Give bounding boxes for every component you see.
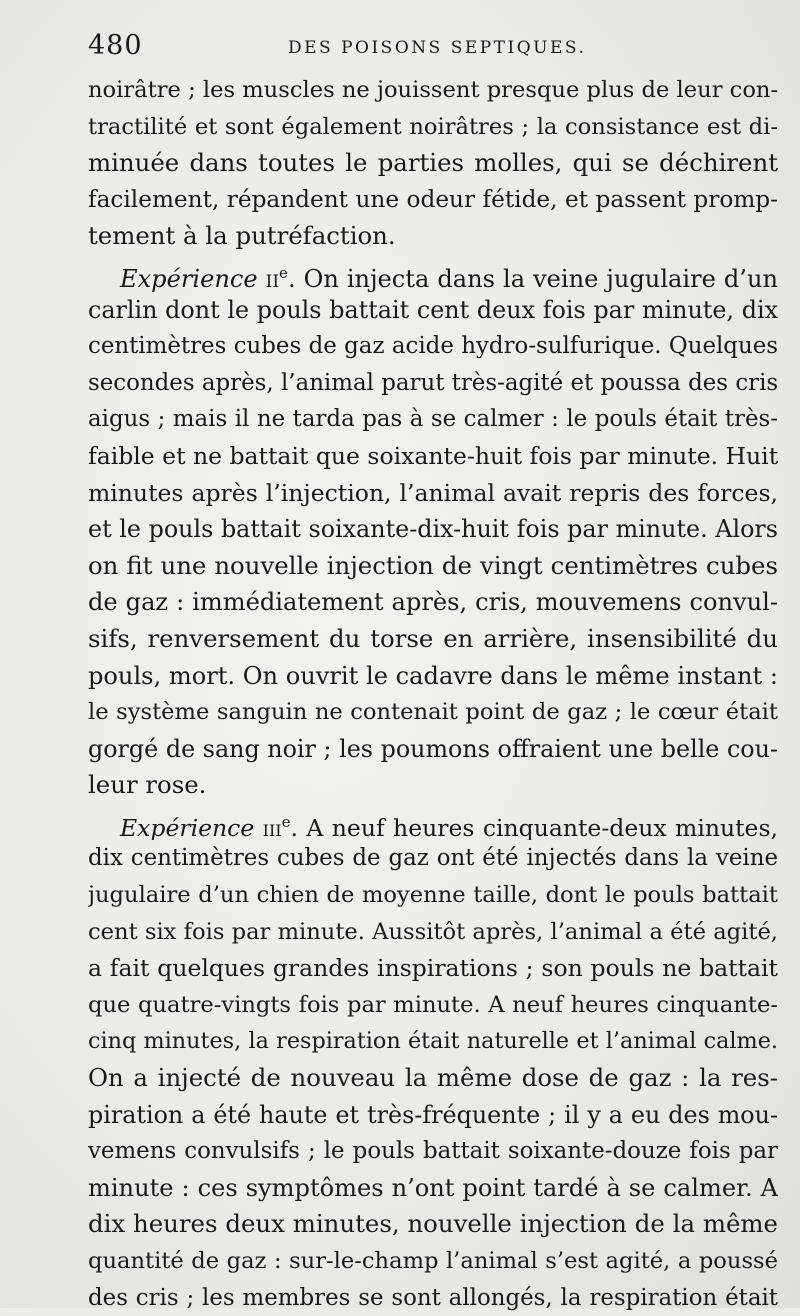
line-text: . A neuf heures cinquante-deux minutes,: [290, 813, 778, 841]
text-line: [88, 658, 778, 695]
text-line: [88, 1206, 778, 1243]
experience-label: Expérience: [120, 813, 263, 841]
text-line: [88, 109, 778, 146]
experience-number: iii: [262, 813, 282, 841]
text-line: [88, 584, 778, 621]
text-line: [88, 1243, 778, 1280]
text-line: [88, 475, 778, 512]
line-text: cinq minutes, la respiration était naturelle et l’animal calme.: [88, 1028, 778, 1055]
text-line: [88, 987, 778, 1024]
text-line: [88, 1097, 778, 1134]
line-text: de gaz : immédiatement après, cris, mouvemens convul-: [88, 588, 778, 617]
text-line: [88, 145, 778, 182]
text-line: [88, 840, 778, 877]
line-text: dix centimètres cubes de gaz ont été injectés dans la veine: [88, 845, 778, 872]
line-text: On a injecté de nouveau la même dose de gaz : la res-: [88, 1063, 778, 1093]
line-text: des cris ; les membres se sont allongés, la respiration était: [88, 1284, 778, 1311]
text-line: [88, 1170, 778, 1207]
experience-number: ii: [265, 265, 280, 292]
text-line: [88, 1023, 778, 1060]
page-header: [88, 30, 778, 66]
line-text: aigus ; mais il ne tarda pas à se calmer : le pouls était très-: [88, 406, 778, 433]
line-text: minutes après l’injection, l’animal avait repris des forces,: [88, 478, 778, 507]
line-text: noirâtre ; les muscles ne jouissent presque plus de leur con-: [88, 77, 778, 103]
text-line: [88, 950, 778, 987]
ordinal-suffix: e: [281, 812, 291, 831]
text-line: [88, 804, 778, 841]
line-text: tractilité et sont également noirâtres ; la consistance est di-: [88, 113, 778, 140]
line-text: et le pouls battait soixante-dix-huit fois par minute. Alors: [88, 515, 778, 544]
text-line: [88, 365, 778, 402]
ordinal-suffix: e: [279, 263, 288, 282]
body-text: [88, 72, 778, 1316]
text-line: [88, 182, 778, 219]
text-line: [88, 1133, 778, 1170]
line-text: piration a été haute et très-fréquente ; il y a eu des mou-: [88, 1100, 778, 1129]
running-title: DES POISONS SEPTIQUES.: [288, 38, 587, 58]
line-text: cent six fois par minute. Aussitôt après, l’animal a été agité,: [88, 918, 778, 945]
line-text: quantité de gaz : sur-le-champ l’animal s’est agité, a poussé: [88, 1248, 778, 1274]
line-text: . On injecta dans la veine jugulaire d’un: [287, 265, 778, 292]
line-text: centimètres cubes de gaz acide hydro-sulfurique. Quelques: [88, 333, 778, 360]
text-line: [88, 401, 778, 438]
line-text: gorgé de sang noir ; les poumons offraient une belle cou-: [88, 734, 778, 763]
text-line: [88, 292, 778, 329]
page-number: 480: [88, 30, 143, 61]
line-text: leur rose.: [88, 770, 207, 800]
text-line: [88, 511, 778, 548]
line-text: dix heures deux minutes, nouvelle injection de la même: [88, 1209, 778, 1239]
line-text: pouls, mort. On ouvrit le cadavre dans le même instant :: [88, 661, 778, 690]
text-line: [88, 621, 778, 658]
line-text: vemens convulsifs ; le pouls battait soixante-douze fois par: [88, 1138, 778, 1165]
line-text: a fait quelques grandes inspirations ; son pouls ne battait: [88, 954, 778, 983]
text-line: [88, 328, 778, 365]
text-line: [88, 438, 778, 475]
text-line: [88, 1060, 778, 1097]
line-text: secondes après, l’animal parut très-agité et poussa des cris: [88, 369, 778, 396]
text-line: [88, 1280, 778, 1316]
text-line: [88, 877, 778, 914]
text-line: [88, 218, 778, 255]
text-line: [88, 255, 778, 292]
text-line: [88, 548, 778, 585]
line-text: carlin dont le pouls battait cent deux fois par minute, dix: [88, 295, 778, 324]
line-text: faible et ne battait que soixante-huit fois par minute. Huit: [88, 441, 778, 470]
text-line: [88, 767, 778, 804]
line-text: facilement, répandent une odeur fétide, et passent promp-: [88, 185, 778, 213]
text-line: [88, 731, 778, 768]
text-line: [88, 72, 778, 109]
line-text: on fit une nouvelle injection de vingt centimètres cubes: [88, 550, 778, 580]
text-line: [88, 694, 778, 731]
line-text: minuée dans toutes le parties molles, qui se déchirent: [88, 148, 778, 178]
line-text: jugulaire d’un chien de moyenne taille, dont le pouls battait: [88, 882, 778, 909]
line-text: sifs, renversement du torse en arrière, insensibilité du: [88, 623, 778, 653]
line-text: que quatre-vingts fois par minute. A neuf heures cinquante-: [88, 991, 778, 1018]
experience-label: Expérience: [120, 265, 266, 292]
line-text: minute : ces symptômes n’ont point tardé à se calmer. A: [88, 1173, 778, 1202]
line-text: tement à la putréfaction.: [88, 221, 396, 251]
text-line: [88, 914, 778, 951]
line-text: le système sanguin ne contenait point de gaz ; le cœur était: [88, 699, 778, 726]
